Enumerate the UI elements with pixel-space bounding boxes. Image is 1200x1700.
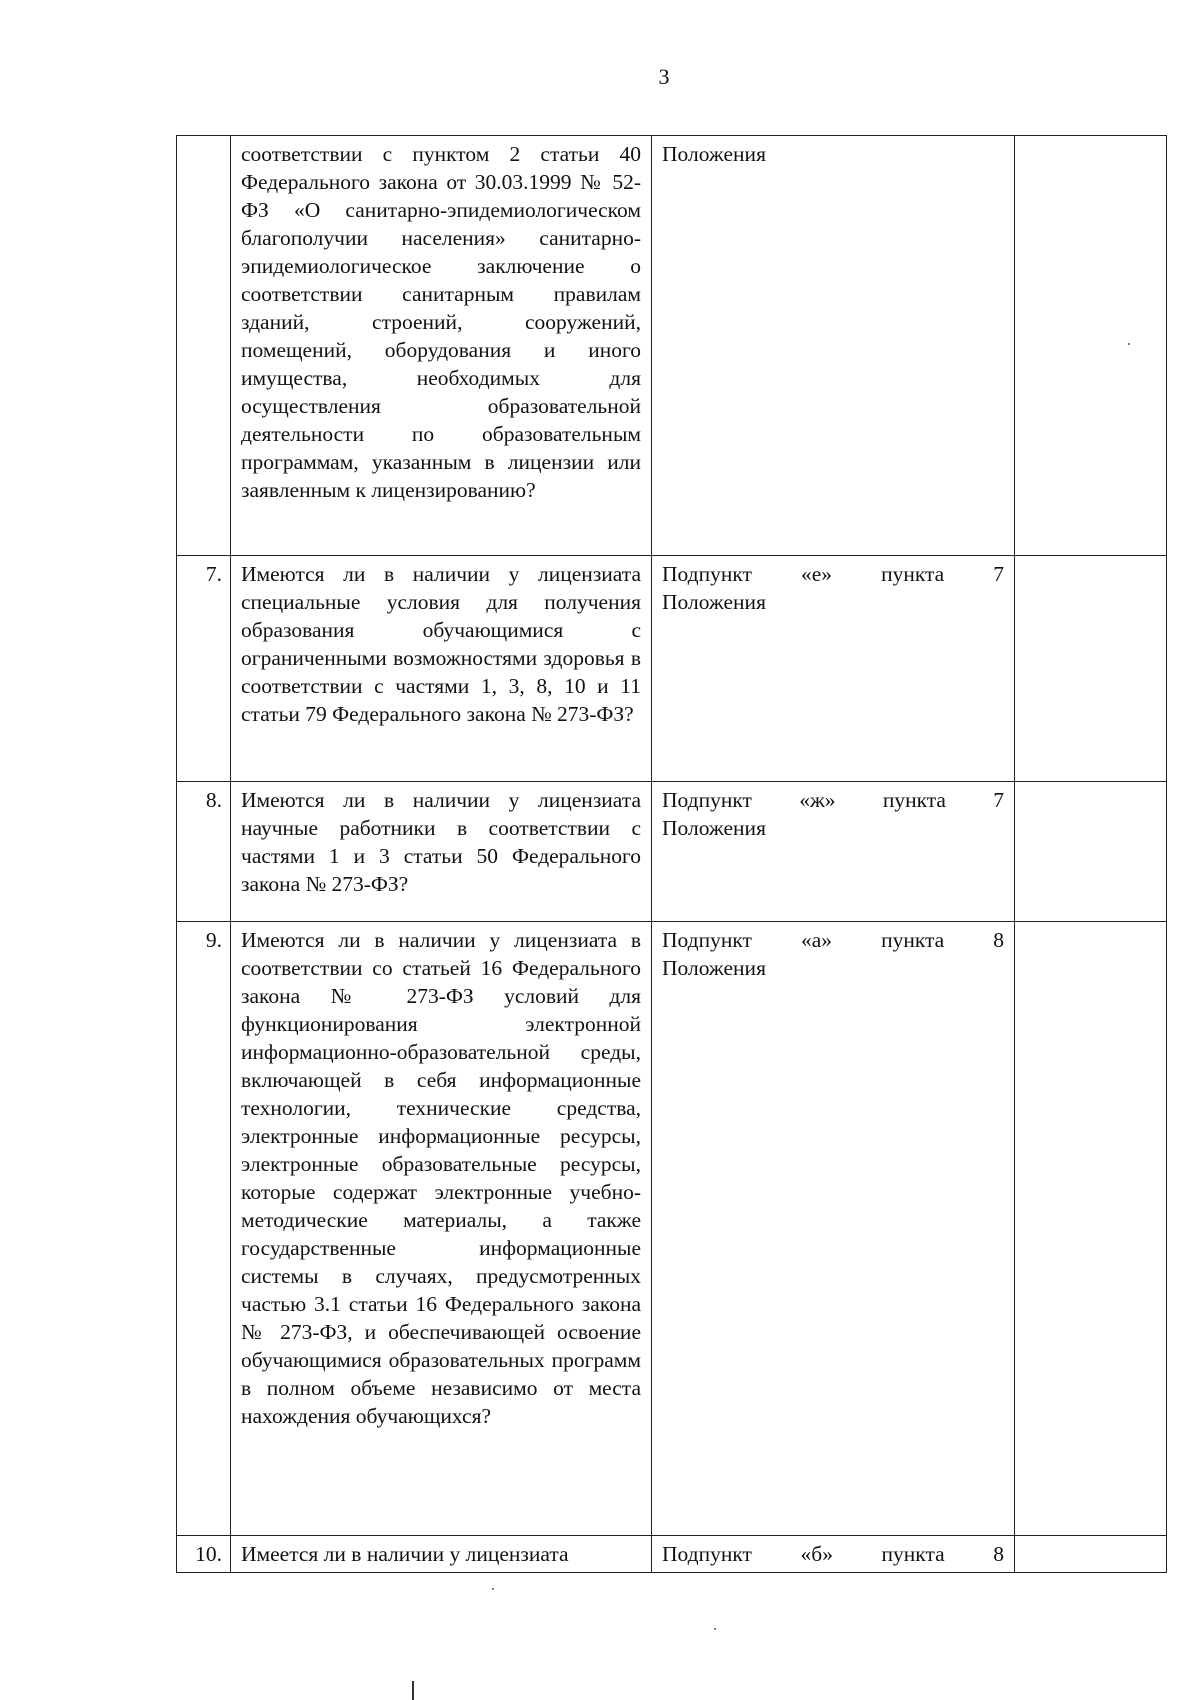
reference-word: пункта — [881, 562, 945, 586]
answer-cell — [1015, 922, 1167, 1536]
question-cell: Имеются ли в наличии у лицензиата специальные условия для получения образования обучающимися с ограниченными возможностями здоровья в соответствии с частями 1, 3, 8, 10 и 11 статьи 79 Федерального закона № 273-ФЗ? — [231, 556, 652, 782]
reference-word: 7 — [993, 788, 1004, 812]
question-cell: Имеются ли в наличии у лицензиата в соответствии со статьей 16 Федерального закона № 273-ФЗ условий для функционирования электронной информационно-образовательной среды, включающей в себя информационные технологии, технические средства, электронные информационные ресурсы, электронные образовательные ресурсы, которые содержат электронные учебно-методические материалы, а также государственные информационные системы в случаях, предусмотренных частью 3.1 статьи 16 Федерального закона № 273-ФЗ, и обеспечивающей освоение обучающимися образовательных программ в полном объеме независимо от места нахождения обучающихся? — [231, 922, 652, 1536]
table-row — [177, 922, 1167, 1536]
row-number: 8. — [177, 782, 231, 922]
scan-speck — [1128, 343, 1130, 345]
reference-word: 8 — [993, 928, 1004, 952]
reference-line — [662, 786, 1004, 814]
question-cell: Имеется ли в наличии у лицензиата — [231, 1536, 652, 1573]
table-row — [177, 556, 1167, 782]
reference-word: Подпункт — [662, 1542, 752, 1566]
row-number — [177, 136, 231, 556]
question-cell: соответствии с пунктом 2 статьи 40 Федерального закона от 30.03.1999 № 52-ФЗ «О санитарно-эпидемиологическом благополучии населения» санитарно-эпидемиологическое заключение о соответствии санитарным правилам зданий, строений, сооружений, помещений, оборудования и иного имущества, необходимых для осуществления образовательной деятельности по образовательным программам, указанным в лицензии или заявленным к лицензированию? — [231, 136, 652, 556]
row-number: 10. — [177, 1536, 231, 1573]
reference-text: Положения — [662, 590, 766, 614]
reference-word: 8 — [993, 1542, 1004, 1566]
reference-word: «б» — [800, 1542, 833, 1566]
answer-cell — [1015, 1536, 1167, 1573]
reference-cell — [652, 922, 1015, 1536]
scan-speck — [714, 1628, 716, 1630]
reference-word: пункта — [882, 788, 946, 812]
reference-cell — [652, 556, 1015, 782]
reference-word: Подпункт — [662, 562, 752, 586]
table-row — [177, 136, 1167, 556]
reference-text: Положения — [662, 142, 766, 166]
scan-mark — [412, 1681, 414, 1700]
reference-word: «ж» — [799, 788, 836, 812]
reference-word: 7 — [993, 562, 1004, 586]
reference-text: Положения — [662, 816, 766, 840]
reference-line — [662, 1540, 1004, 1568]
reference-word: пункта — [881, 928, 945, 952]
reference-line — [662, 926, 1004, 954]
row-number: 7. — [177, 556, 231, 782]
answer-cell — [1015, 136, 1167, 556]
question-cell: Имеются ли в наличии у лицензиата научные работники в соответствии с частями 1 и 3 статьи 50 Федерального закона № 273-ФЗ? — [231, 782, 652, 922]
row-number: 9. — [177, 922, 231, 1536]
reference-word: «а» — [800, 928, 833, 952]
table-row — [177, 782, 1167, 922]
reference-line — [662, 560, 1004, 588]
page-number: 3 — [658, 64, 670, 89]
scan-speck — [492, 1588, 494, 1590]
answer-cell — [1015, 782, 1167, 922]
reference-word: «е» — [800, 562, 833, 586]
reference-word: пункта — [881, 1542, 945, 1566]
reference-word: Подпункт — [662, 928, 752, 952]
reference-cell — [652, 136, 1015, 556]
answer-cell — [1015, 556, 1167, 782]
reference-cell — [652, 782, 1015, 922]
reference-text: Положения — [662, 956, 766, 980]
table-row — [177, 1536, 1167, 1573]
reference-cell — [652, 1536, 1015, 1573]
checklist-table — [176, 135, 1167, 1573]
reference-word: Подпункт — [662, 788, 752, 812]
